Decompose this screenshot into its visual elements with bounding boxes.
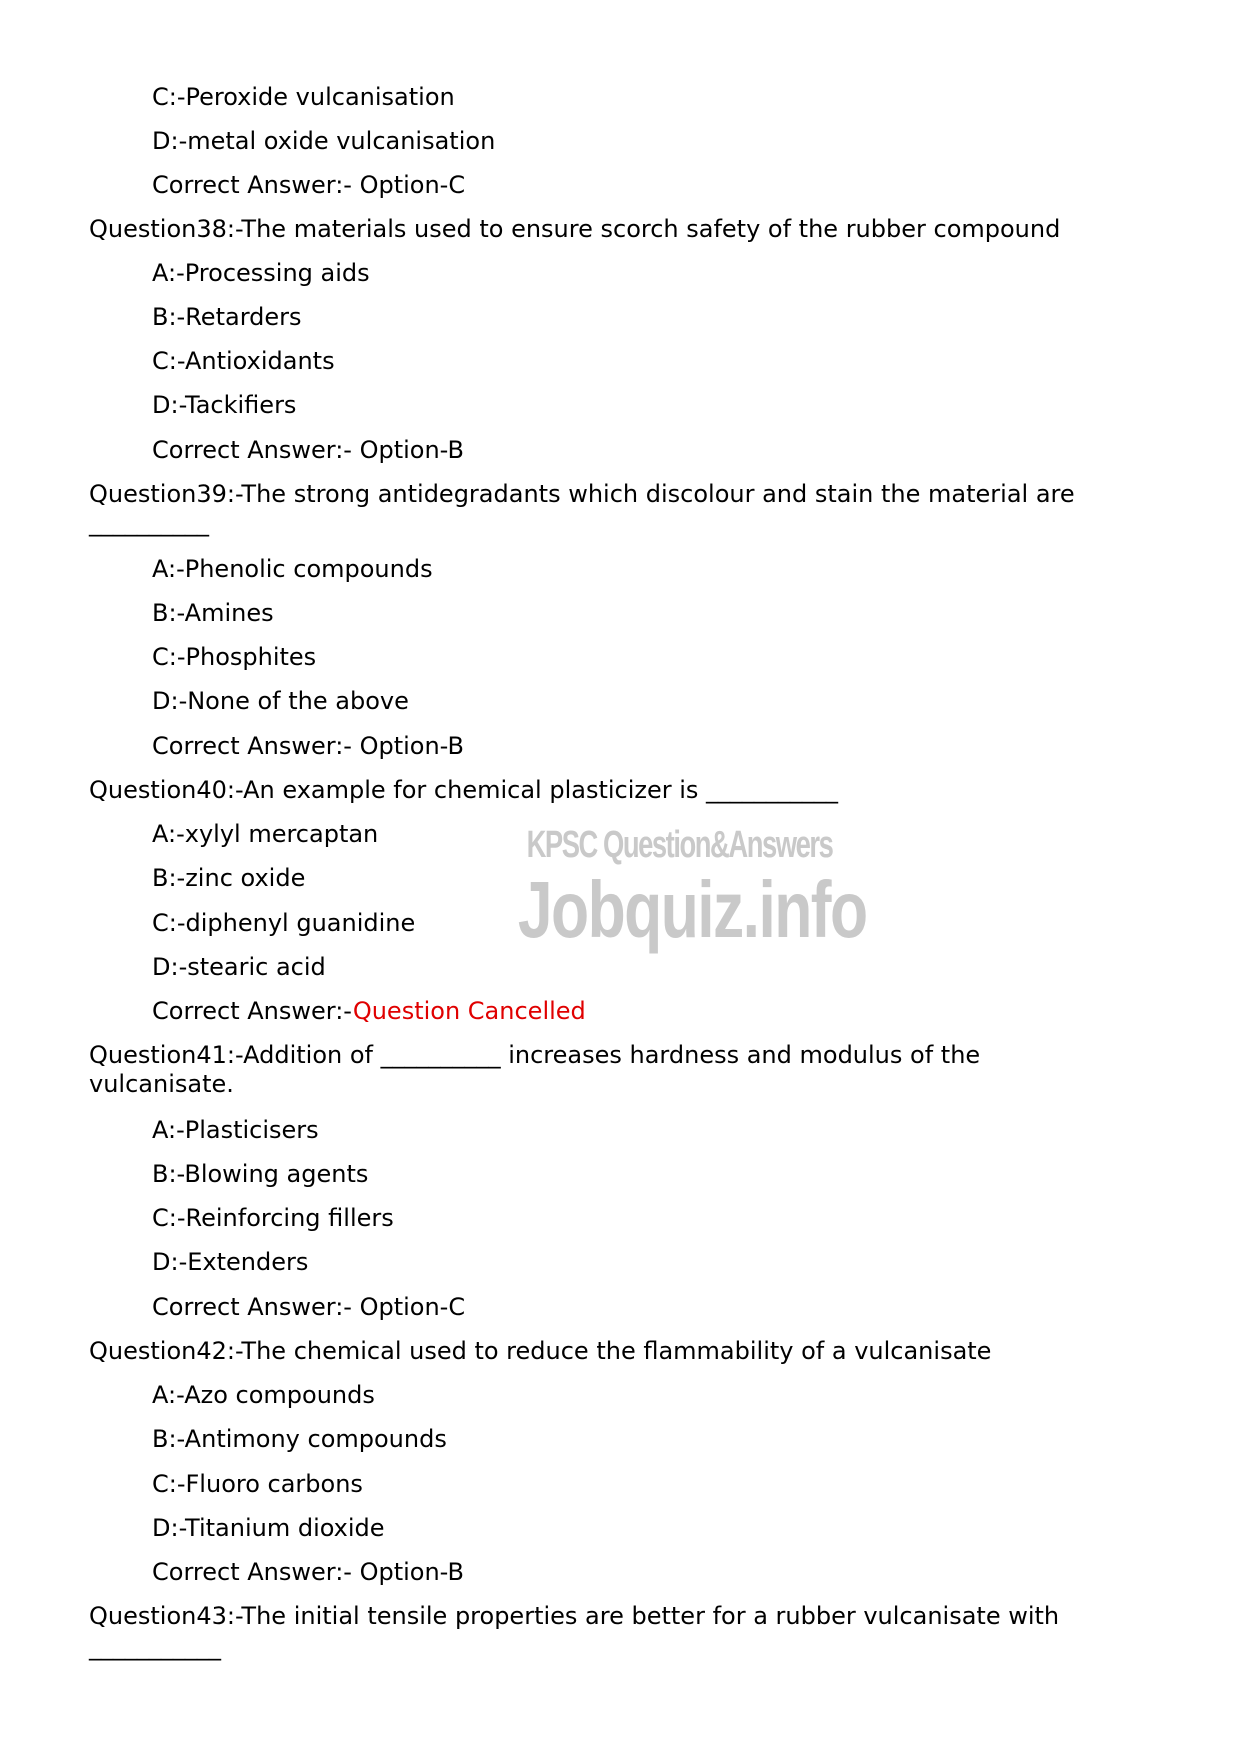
q41-option-c: C:-Reinforcing fillers — [152, 1204, 394, 1232]
q42-option-c: C:-Fluoro carbons — [152, 1470, 363, 1498]
prev-option-d: D:-metal oxide vulcanisation — [152, 127, 496, 155]
q42-option-a: A:-Azo compounds — [152, 1381, 375, 1409]
question-43: Question43:-The initial tensile properties are better for a rubber vulcanisate with — [89, 1602, 1060, 1630]
question-41: Question41:-Addition of __________ increases hardness and modulus of the — [89, 1041, 981, 1069]
prev-option-c: C:-Peroxide vulcanisation — [152, 83, 455, 111]
question-43-blank: ___________ — [89, 1633, 221, 1661]
q40-option-b: B:-zinc oxide — [152, 864, 306, 892]
q40-answer-prefix: Correct Answer:- — [152, 997, 353, 1025]
q38-option-b: B:-Retarders — [152, 303, 302, 331]
q38-correct-answer: Correct Answer:- Option-B — [152, 436, 464, 464]
q42-correct-answer: Correct Answer:- Option-B — [152, 1558, 464, 1586]
q38-option-a: A:-Processing aids — [152, 259, 370, 287]
q41-correct-answer: Correct Answer:- Option-C — [152, 1293, 466, 1321]
q42-option-d: D:-Titanium dioxide — [152, 1514, 385, 1542]
q40-option-d: D:-stearic acid — [152, 953, 326, 981]
q39-option-d: D:-None of the above — [152, 687, 409, 715]
q41-option-d: D:-Extenders — [152, 1248, 309, 1276]
q40-option-a: A:-xylyl mercaptan — [152, 820, 379, 848]
q39-option-c: C:-Phosphites — [152, 643, 317, 671]
q40-option-c: C:-diphenyl guanidine — [152, 909, 416, 937]
watermark-line1: KPSC Question&Answers — [526, 824, 833, 866]
question-39-blank: __________ — [89, 509, 209, 537]
q38-option-c: C:-Antioxidants — [152, 347, 335, 375]
q39-option-b: B:-Amines — [152, 599, 274, 627]
question-40: Question40:-An example for chemical plasticizer is ___________ — [89, 776, 839, 804]
q41-option-b: B:-Blowing agents — [152, 1160, 369, 1188]
question-41-cont: vulcanisate. — [89, 1070, 234, 1098]
prev-correct-answer: Correct Answer:- Option-C — [152, 171, 466, 199]
q38-option-d: D:-Tackifiers — [152, 391, 297, 419]
q42-option-b: B:-Antimony compounds — [152, 1425, 447, 1453]
question-42: Question42:-The chemical used to reduce the flammability of a vulcanisate — [89, 1337, 992, 1365]
q39-option-a: A:-Phenolic compounds — [152, 555, 433, 583]
question-38: Question38:-The materials used to ensure scorch safety of the rubber compound — [89, 215, 1061, 243]
watermark-line2: Jobquiz.info — [517, 865, 867, 954]
q40-cancelled-status: Question Cancelled — [352, 997, 586, 1025]
q41-option-a: A:-Plasticisers — [152, 1116, 319, 1144]
q40-correct-answer — [152, 997, 1212, 1026]
q39-correct-answer: Correct Answer:- Option-B — [152, 732, 464, 760]
question-39: Question39:-The strong antidegradants which discolour and stain the material are — [89, 480, 1075, 508]
